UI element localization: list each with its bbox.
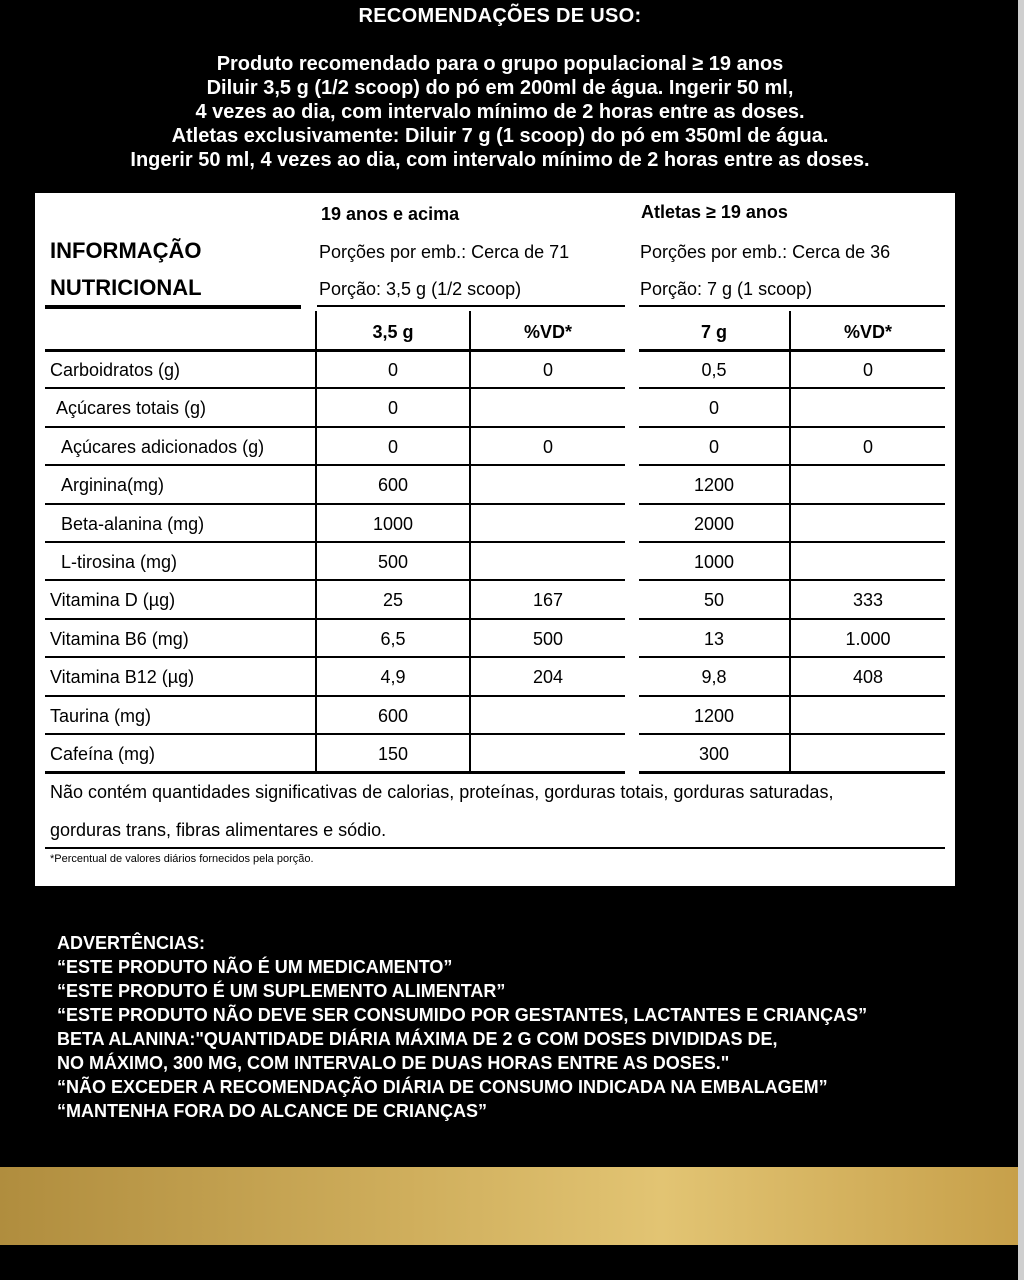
group1-portion: Porção: 3,5 g (1/2 scoop) xyxy=(319,279,522,299)
group2-amount-cell: 1200 xyxy=(693,475,735,496)
footnote-divider xyxy=(45,847,945,849)
group2-amount-cell: 2000 xyxy=(693,513,735,534)
warning-line: “NÃO EXCEDER A RECOMENDAÇÃO DIÁRIA DE CONSUMO INDICADA NA EMBALAGEM” xyxy=(57,1077,828,1097)
group1-vd-cell: 0 xyxy=(542,436,553,457)
group2-amount-cell: 13 xyxy=(703,628,725,649)
group1-amount-cell: 0 xyxy=(387,436,398,457)
group1-amount-cell: 150 xyxy=(377,744,409,764)
group2-vd-cell xyxy=(791,466,945,504)
group2-vd-cell xyxy=(791,697,945,735)
warning-line: “MANTENHA FORA DO ALCANCE DE CRIANÇAS” xyxy=(57,1101,487,1121)
group1-amount-cell: 4,9 xyxy=(380,667,406,688)
nutrition-facts-panel xyxy=(35,193,955,886)
group2-vd-cell: 1.000 xyxy=(845,628,891,649)
group2-amount-cell: 1000 xyxy=(693,552,735,572)
warning-line: BETA ALANINA:"QUANTIDADE DIÁRIA MÁXIMA DE 2 G COM DOSES DIVIDIDAS DE, xyxy=(57,1029,778,1049)
recommendation-line: 4 vezes ao dia, com intervalo mínimo de 2 horas entre as doses. xyxy=(195,101,805,123)
group1-amount-cell: 500 xyxy=(377,552,409,572)
group1-amount-cell: 0 xyxy=(387,360,398,380)
nutrition-title-line2: NUTRICIONAL xyxy=(50,275,202,300)
nutrition-note-line1: Não contém quantidades significativas de calorias, proteínas, gorduras totais, gorduras saturadas, xyxy=(50,782,834,802)
group2-portion: Porção: 7 g (1 scoop) xyxy=(640,279,813,299)
group2-vd-header: %VD* xyxy=(843,322,892,342)
group1-amount-cell: 600 xyxy=(377,705,409,726)
warning-line: “ESTE PRODUTO É UM SUPLEMENTO ALIMENTAR” xyxy=(57,981,506,1001)
recommendation-line: Produto recomendado para o grupo populacional ≥ 19 anos xyxy=(216,53,784,75)
group2-amount-cell: 1200 xyxy=(693,705,735,726)
group1-servings: Porções por emb.: Cerca de 71 xyxy=(319,242,570,262)
group2-vd-cell xyxy=(791,389,945,427)
group1-vd-cell: 167 xyxy=(532,590,564,611)
nutrient-label: Beta-alanina (mg) xyxy=(61,513,205,534)
group2-underline xyxy=(639,305,945,307)
group2-vd-cell: 0 xyxy=(862,436,873,457)
nutrient-label: Vitamina D (µg) xyxy=(50,590,176,611)
group2-amount-cell: 50 xyxy=(703,590,725,611)
warning-line: “ESTE PRODUTO NÃO É UM MEDICAMENTO” xyxy=(57,957,453,977)
group2-amount-cell: 0,5 xyxy=(701,360,727,380)
group1-amount-cell: 25 xyxy=(382,590,404,611)
warnings-title: ADVERTÊNCIAS: xyxy=(57,933,206,953)
gold-band xyxy=(0,1167,1018,1245)
group1-vd-header: %VD* xyxy=(523,322,572,342)
nutrient-label: Vitamina B12 (µg) xyxy=(50,667,195,688)
nutrient-label: Taurina (mg) xyxy=(50,705,152,726)
group1-amount-cell: 0 xyxy=(387,398,398,419)
group1-vd-cell xyxy=(471,543,625,581)
recommendations-body xyxy=(0,52,1000,172)
warnings-block xyxy=(57,931,867,1123)
group1-vd-cell: 500 xyxy=(532,628,564,649)
group2-vd-cell xyxy=(791,505,945,543)
group2-amount-cell: 9,8 xyxy=(701,667,727,688)
recommendations-title: RECOMENDAÇÕES DE USO: xyxy=(358,5,642,27)
group2-vd-cell: 408 xyxy=(852,667,884,688)
group1-vd-cell xyxy=(471,505,625,543)
group1-amount-header: 3,5 g xyxy=(372,322,414,342)
title-underline xyxy=(45,305,301,309)
nutrient-label: L-tirosina (mg) xyxy=(61,552,178,572)
nutrient-label: Açúcares adicionados (g) xyxy=(61,436,265,457)
group2-heading: Atletas ≥ 19 anos xyxy=(641,202,788,222)
group1-amount-cell: 600 xyxy=(377,475,409,496)
nutrition-note-line2: gorduras trans, fibras alimentares e sódio. xyxy=(50,820,387,840)
group1-vd-cell: 0 xyxy=(542,360,553,380)
group1-vd-cell: 204 xyxy=(532,667,564,688)
group1-heading: 19 anos e acima xyxy=(321,204,460,224)
nutrient-label: Arginina(mg) xyxy=(61,475,165,496)
group2-vd-cell: 333 xyxy=(852,590,884,611)
group2-amount-cell: 0 xyxy=(708,398,719,419)
group2-amount-header: 7 g xyxy=(700,322,727,342)
nutrient-label: Açúcares totais (g) xyxy=(56,398,207,419)
group1-amount-cell: 1000 xyxy=(372,513,414,534)
nutrient-label: Cafeína (mg) xyxy=(50,744,156,764)
group1-vd-cell xyxy=(471,466,625,504)
group2-amount-cell: 300 xyxy=(698,744,730,764)
group1-underline xyxy=(317,305,625,307)
recommendation-line: Ingerir 50 ml, 4 vezes ao dia, com intervalo mínimo de 2 horas entre as doses. xyxy=(130,149,870,171)
nutrient-label: Carboidratos (g) xyxy=(50,360,181,380)
recommendation-line: Diluir 3,5 g (1/2 scoop) do pó em 200ml de água. Ingerir 50 ml, xyxy=(206,77,794,99)
group1-amount-cell: 6,5 xyxy=(380,628,406,649)
warning-line: “ESTE PRODUTO NÃO DEVE SER CONSUMIDO POR GESTANTES, LACTANTES E CRIANÇAS” xyxy=(57,1005,868,1025)
warning-line: NO MÁXIMO, 300 MG, COM INTERVALO DE DUAS HORAS ENTRE AS DOSES." xyxy=(57,1053,730,1073)
group2-amount-cell: 0 xyxy=(708,436,719,457)
group1-vd-cell xyxy=(471,697,625,735)
group1-vd-cell xyxy=(471,735,625,773)
footnote: *Percentual de valores diários fornecidos pela porção. xyxy=(50,853,314,865)
group2-vd-cell xyxy=(791,735,945,773)
nutrient-label: Vitamina B6 (mg) xyxy=(50,628,189,649)
nutrition-title-line1: INFORMAÇÃO xyxy=(50,238,202,263)
group2-servings: Porções por emb.: Cerca de 36 xyxy=(640,242,891,262)
group2-vd-cell xyxy=(791,543,945,581)
group1-vd-cell xyxy=(471,389,625,427)
right-edge-strip xyxy=(1018,0,1024,1280)
recommendation-line: Atletas exclusivamente: Diluir 7 g (1 scoop) do pó em 350ml de água. xyxy=(171,125,829,147)
group2-vd-cell: 0 xyxy=(862,360,873,380)
